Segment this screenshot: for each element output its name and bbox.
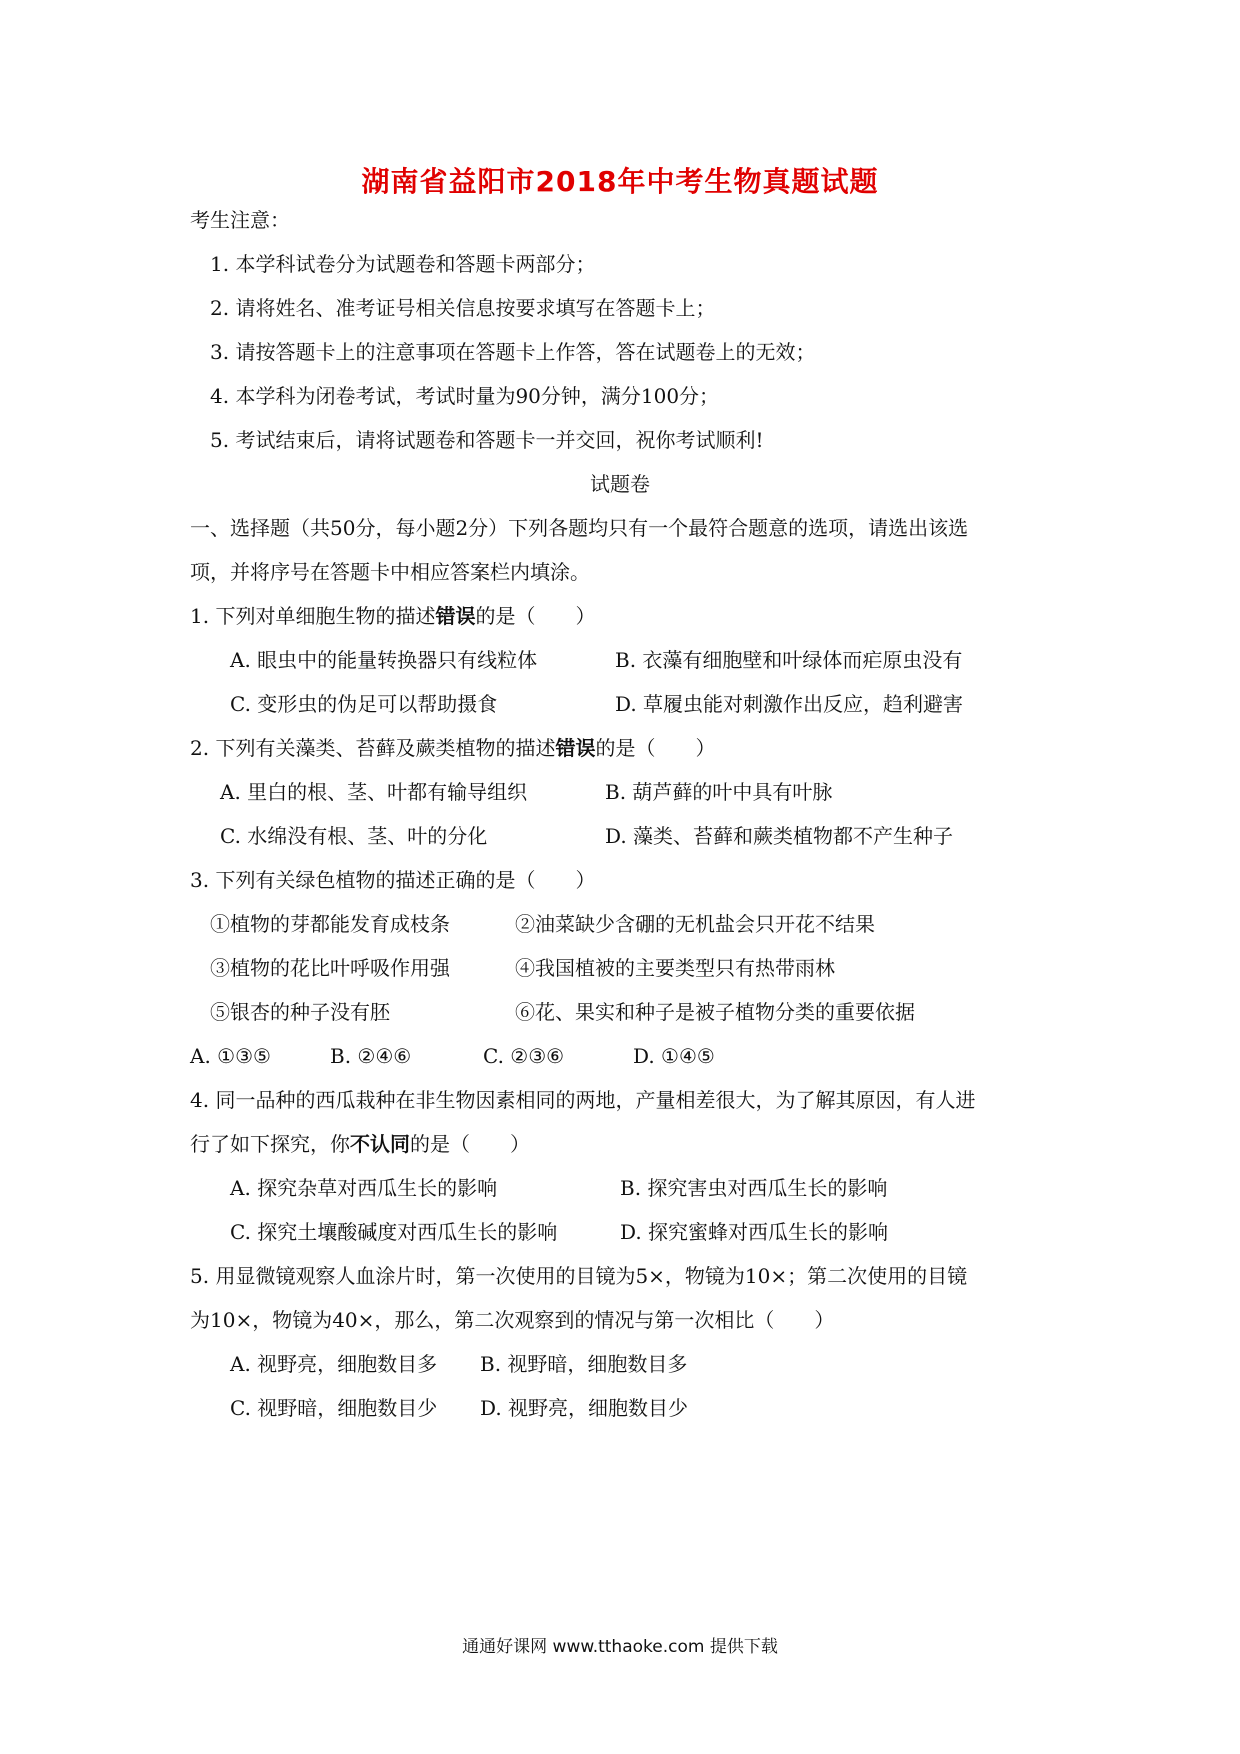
- notice-heading: 考生注意：: [190, 208, 290, 232]
- notice-item: 2. 请将姓名、准考证号相关信息按要求填写在答题卡上；: [210, 296, 716, 320]
- q2-option-a: A. 里白的根、茎、叶都有输导组织: [220, 780, 528, 804]
- q1-option-c: C. 变形虫的伪足可以帮助摄食: [230, 692, 498, 716]
- question-2-stem: 2. 下列有关藻类、苔藓及蕨类植物的描述错误的是（ ）: [190, 736, 716, 760]
- q2-option-c: C. 水绵没有根、茎、叶的分化: [220, 824, 488, 848]
- page-title: 湖南省益阳市2018年中考生物真题试题: [361, 165, 879, 198]
- q5-option-c: C. 视野暗，细胞数目少: [230, 1396, 438, 1420]
- notice-item: 1. 本学科试卷分为试题卷和答题卡两部分；: [210, 252, 596, 276]
- q4-option-a: A. 探究杂草对西瓜生长的影响: [230, 1176, 498, 1200]
- q3-option-d: D. ①④⑤: [633, 1044, 715, 1068]
- q2-option-d: D. 藻类、苔藓和蕨类植物都不产生种子: [605, 824, 954, 848]
- footer-source: 通通好课网 www.tthaoke.com 提供下载: [462, 1637, 778, 1657]
- q3-option-b: B. ②④⑥: [330, 1044, 412, 1068]
- q1-option-b: B. 衣藻有细胞壁和叶绿体而疟原虫没有: [615, 648, 963, 672]
- q3-statement: ④我国植被的主要类型只有热带雨林: [515, 956, 835, 980]
- q3-statement: ②油菜缺少含硼的无机盐会只开花不结果: [515, 912, 875, 936]
- q4-option-c: C. 探究土壤酸碱度对西瓜生长的影响: [230, 1220, 558, 1244]
- question-5-stem: 5. 用显微镜观察人血涂片时，第一次使用的目镜为5×，物镜为10×；第二次使用的目镜: [190, 1264, 968, 1288]
- q3-statement: ③植物的花比叶呼吸作用强: [210, 956, 450, 980]
- question-5-stem-cont: 为10×，物镜为40×，那么，第二次观察到的情况与第一次相比（ ）: [190, 1308, 835, 1332]
- q3-option-a: A. ①③⑤: [190, 1044, 271, 1068]
- section-instructions: 项，并将序号在答题卡中相应答案栏内填涂。: [190, 560, 590, 584]
- q5-option-b: B. 视野暗，细胞数目多: [480, 1352, 688, 1376]
- q3-statement: ⑤银杏的种子没有胚: [210, 1000, 390, 1024]
- q3-statement: ⑥花、果实和种子是被子植物分类的重要依据: [515, 1000, 915, 1024]
- q1-option-d: D. 草履虫能对刺激作出反应，趋利避害: [615, 692, 964, 716]
- notice-item: 3. 请按答题卡上的注意事项在答题卡上作答，答在试题卷上的无效；: [210, 340, 816, 364]
- question-3-stem: 3. 下列有关绿色植物的描述正确的是（ ）: [190, 868, 596, 892]
- q4-option-d: D. 探究蜜蜂对西瓜生长的影响: [620, 1220, 889, 1244]
- q5-option-a: A. 视野亮，细胞数目多: [230, 1352, 438, 1376]
- q3-option-c: C. ②③⑥: [483, 1044, 565, 1068]
- q3-statement: ①植物的芽都能发育成枝条: [210, 912, 450, 936]
- question-1-stem: 1. 下列对单细胞生物的描述错误的是（ ）: [190, 604, 596, 628]
- section-label: 试题卷: [590, 472, 650, 496]
- q2-option-b: B. 葫芦藓的叶中具有叶脉: [605, 780, 833, 804]
- section-instructions: 一、选择题（共50分，每小题2分）下列各题均只有一个最符合题意的选项，请选出该选: [190, 516, 969, 540]
- q5-option-d: D. 视野亮，细胞数目少: [480, 1396, 689, 1420]
- notice-item: 5. 考试结束后，请将试题卷和答题卡一并交回，祝你考试顺利!: [210, 428, 764, 452]
- q1-option-a: A. 眼虫中的能量转换器只有线粒体: [230, 648, 538, 672]
- notice-item: 4. 本学科为闭卷考试，考试时量为90分钟，满分100分；: [210, 384, 720, 408]
- question-4-stem: 4. 同一品种的西瓜栽种在非生物因素相同的两地，产量相差很大，为了解其原因，有人进: [190, 1088, 976, 1112]
- q4-option-b: B. 探究害虫对西瓜生长的影响: [620, 1176, 888, 1200]
- question-4-stem-cont: 行了如下探究，你不认同的是（ ）: [190, 1132, 530, 1156]
